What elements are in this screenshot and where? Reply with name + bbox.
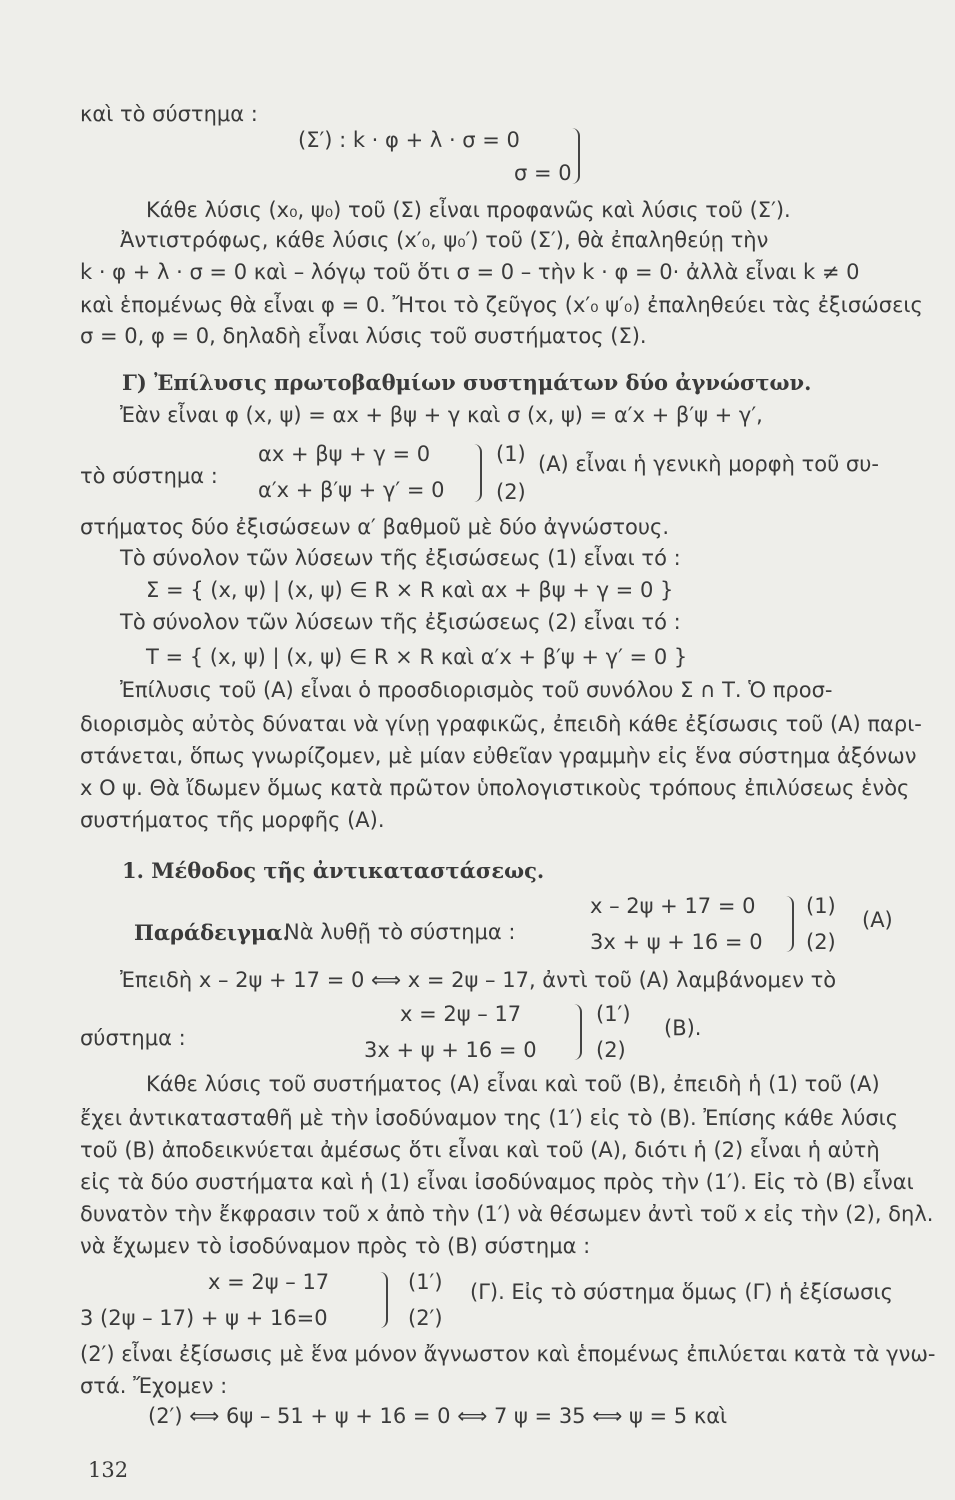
equation: x = 2ψ – 17	[208, 1270, 330, 1294]
text-line: ἔχει ἀντικατασταθῆ μὲ τὴν ἰσοδύναμον της (1′) εἰς τὸ (Β). Ἐπίσης κάθε λύσις	[80, 1106, 899, 1130]
equation: 3 (2ψ – 17) + ψ + 16=0	[80, 1306, 328, 1330]
equation-number: (2)	[596, 1038, 626, 1062]
text-line: σ = 0, φ = 0, δηλαδὴ εἶναι λύσις τοῦ συστήματος (Σ).	[80, 324, 647, 348]
text-line: συστήματος τῆς μορφῆς (Α).	[80, 808, 385, 832]
text-line: (2′) εἶναι ἐξίσωσις μὲ ἕνα μόνον ἄγνωστον καὶ ἑπομένως ἐπιλύεται κατὰ τὰ γνω-	[80, 1342, 936, 1366]
text-line: Νὰ λυθῇ τὸ σύστημα :	[284, 920, 516, 944]
example-label: Παράδειγμα.	[134, 920, 290, 945]
brace	[380, 1272, 388, 1328]
equation: α′x + β′ψ + γ′ = 0	[258, 478, 445, 502]
system-label: (Β).	[664, 1016, 702, 1040]
text-line: (Α) εἶναι ἡ γενικὴ μορφὴ τοῦ συ-	[538, 452, 879, 476]
equation-number: (2)	[806, 930, 836, 954]
text-line: (Γ). Εἰς τὸ σύστημα ὅμως (Γ) ἡ ἐξίσωσις	[470, 1280, 893, 1304]
text-line: Τὸ σύνολον τῶν λύσεων τῆς ἐξισώσεως (2) εἶναι τό :	[120, 610, 681, 634]
text-line: Ἐπειδὴ x – 2ψ + 17 = 0 ⟺ x = 2ψ – 17, ἀντὶ τοῦ (Α) λαμβάνομεν τὸ	[120, 968, 837, 992]
text-line: Τὸ σύνολον τῶν λύσεων τῆς ἐξισώσεως (1) εἶναι τό :	[120, 546, 681, 570]
equation-number: (1′)	[596, 1002, 631, 1026]
text-line: στάνεται, ὅπως γνωρίζομεν, μὲ μίαν εὐθεῖαν γραμμὴν εἰς ἕνα σύστημα ἀξόνων	[80, 744, 917, 768]
system-label: (Α)	[862, 908, 893, 932]
text-line: νὰ ἔχωμεν τὸ ἰσοδύναμον πρὸς τὸ (Β) σύστημα :	[80, 1234, 591, 1258]
brace	[572, 128, 580, 184]
text-line: δυνατὸν τὴν ἔκφρασιν τοῦ x ἀπὸ τὴν (1′) νὰ θέσωμεν ἀντὶ τοῦ x εἰς τὴν (2), δηλ.	[80, 1202, 934, 1226]
text-line: καὶ ἑπομένως θὰ εἶναι φ = 0. Ἤτοι τὸ ζεῦγος (x′₀ ψ′₀) ἐπαληθεύει τὰς ἐξισώσεις	[80, 293, 923, 317]
text-line: x O ψ. Θὰ ἴδωμεν ὅμως κατὰ πρῶτον ὑπολογιστικοὺς τρόπους ἐπιλύσεως ἑνὸς	[80, 776, 910, 800]
brace	[474, 444, 482, 502]
page-number: 132	[88, 1458, 129, 1482]
equation: αx + βψ + γ = 0	[258, 442, 431, 466]
equation-number: (1)	[806, 894, 836, 918]
text-line: k · φ + λ · σ = 0 καὶ – λόγῳ τοῦ ὅτι σ = 0 – τὴν k · φ = 0· ἀλλὰ εἶναι k ≠ 0	[80, 260, 860, 284]
equation: σ = 0	[514, 161, 572, 185]
text-line: στήματος δύο ἐξισώσεων α′ βαθμοῦ μὲ δύο ἀγνώστους.	[80, 515, 670, 539]
equation: 3x + ψ + 16 = 0	[364, 1038, 537, 1062]
brace	[574, 1004, 582, 1060]
equation: x – 2ψ + 17 = 0	[590, 894, 756, 918]
text-line: Ἀντιστρόφως, κάθε λύσις (x′₀, ψ₀′) τοῦ (Σ′), θὰ ἐπαληθεύῃ τὴν	[120, 228, 769, 252]
equation: x = 2ψ – 17	[400, 1002, 522, 1026]
text-line: Ἐὰν εἶναι φ (x, ψ) = αx + βψ + γ καὶ σ (x, ψ) = α′x + β′ψ + γ′,	[120, 403, 763, 427]
equation-number: (1′)	[408, 1270, 443, 1294]
text-line: καὶ τὸ σύστημα :	[80, 102, 258, 126]
brace	[786, 896, 794, 952]
set-definition: Σ = { (x, ψ) | (x, ψ) ∈ R × R καὶ αx + βψ + γ = 0 }	[146, 578, 674, 602]
text-line: Ἐπίλυσις τοῦ (Α) εἶναι ὁ προσδιορισμὸς τοῦ συνόλου Σ ∩ Τ. Ὁ προσ-	[120, 678, 833, 702]
equation: (Σ′) : k · φ + λ · σ = 0	[298, 128, 520, 152]
set-definition: Τ = { (x, ψ) | (x, ψ) ∈ R × R καὶ α′x + β′ψ + γ′ = 0 }	[146, 645, 688, 669]
text-line: τοῦ (Β) ἀποδεικνύεται ἀμέσως ὅτι εἶναι καὶ τοῦ (Α), διότι ἡ (2) εἶναι ἡ αὐτὴ	[80, 1138, 880, 1162]
text-line: διορισμὸς αὐτὸς δύναται νὰ γίνῃ γραφικῶς, ἐπειδὴ κάθε ἐξίσωσις τοῦ (Α) παρι-	[80, 712, 922, 736]
equation: 3x + ψ + 16 = 0	[590, 930, 763, 954]
text-line: εἰς τὰ δύο συστήματα καὶ ἡ (1) εἶναι ἰσοδύναμος πρὸς τὴν (1′). Εἰς τὸ (Β) εἶναι	[80, 1170, 914, 1194]
equation-number: (1)	[496, 442, 526, 466]
text-line: Κάθε λύσις (x₀, ψ₀) τοῦ (Σ) εἶναι προφανῶς καὶ λύσις τοῦ (Σ′).	[146, 198, 791, 222]
equation-number: (2′)	[408, 1306, 443, 1330]
text-line: Κάθε λύσις τοῦ συστήματος (Α) εἶναι καὶ τοῦ (Β), ἐπειδὴ ἡ (1) τοῦ (Α)	[146, 1072, 880, 1096]
equation: (2′) ⟺ 6ψ – 51 + ψ + 16 = 0 ⟺ 7 ψ = 35 ⟺ ψ = 5 καὶ	[148, 1404, 728, 1428]
text-line: τὸ σύστημα :	[80, 464, 218, 488]
text-line: στά. Ἔχομεν :	[80, 1374, 228, 1398]
text-line: σύστημα :	[80, 1026, 186, 1050]
section-heading: 1. Μέθοδος τῆς ἀντικαταστάσεως.	[122, 858, 545, 883]
section-heading: Γ) Ἐπίλυσις πρωτοβαθμίων συστημάτων δύο ἀγνώστων.	[122, 370, 812, 395]
equation-number: (2)	[496, 480, 526, 504]
